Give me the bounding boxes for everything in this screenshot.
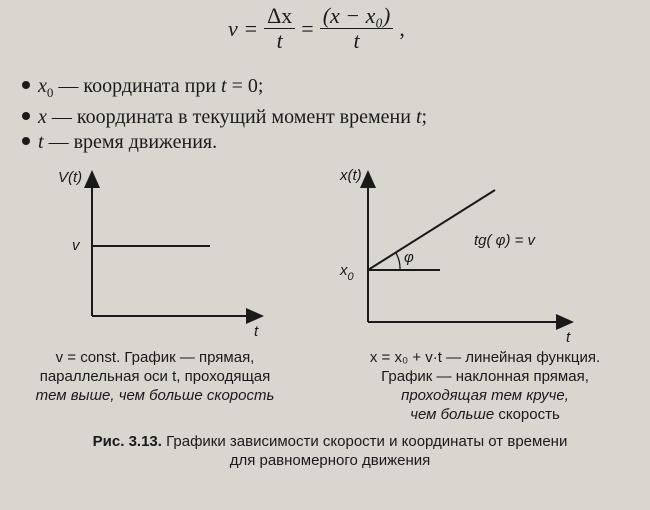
coordinate-graph-caption	[340, 348, 630, 424]
caption-rest-part: скорость	[494, 406, 560, 423]
formula-frac1-denominator: t	[276, 28, 283, 53]
velocity-x-label: t	[254, 323, 259, 340]
formula-tail: ,	[399, 15, 405, 41]
definition-body: — координата при	[53, 75, 222, 97]
caption-line: параллельная оси t, проходящая	[39, 368, 271, 385]
caption-line: x = x₀ + v·t — линейная функция.	[369, 349, 601, 366]
coordinate-x-label: t	[566, 329, 571, 346]
figure-label: Рис. 3.13.	[92, 433, 162, 450]
formula-equals: =	[301, 15, 314, 41]
caption-line: v = const. График — прямая,	[55, 349, 255, 366]
definition-symbol: x	[38, 75, 47, 97]
definition-var: t	[221, 75, 227, 97]
definition-tail: ;	[421, 106, 428, 128]
caption-italic-part: чем больше	[410, 406, 495, 423]
figure-caption	[40, 432, 620, 470]
caption-line: тем выше, чем больше скорость	[35, 387, 275, 404]
formula-frac1-numerator: Δx	[264, 4, 295, 29]
figure-caption-line	[40, 432, 620, 451]
angle-arc	[396, 253, 400, 270]
velocity-level-label: v	[72, 237, 80, 254]
definition-body: — время движения.	[43, 131, 218, 153]
formula-frac2-denominator: t	[353, 28, 360, 53]
definition-subscript: 0	[46, 85, 54, 100]
velocity-y-label: V(t)	[58, 169, 83, 186]
figure-text: Графики зависимости скорости и координаты от времени	[161, 433, 568, 450]
caption-line: проходящая тем круче,	[401, 387, 569, 404]
x0-symbol: x	[340, 262, 348, 279]
formula-frac2-numerator: (x − x₀)	[320, 4, 394, 29]
figure-caption-line: для равномерного движения	[229, 452, 431, 469]
slope-label: tg( φ) = v	[474, 232, 536, 249]
caption-line	[340, 405, 630, 424]
formula-lhs: v =	[228, 15, 259, 41]
definition-var: t	[415, 106, 422, 128]
x0-subscript: 0	[347, 271, 354, 283]
coordinate-graph	[339, 167, 572, 346]
definition-symbol: t	[38, 131, 44, 153]
coordinate-line	[368, 190, 495, 270]
coordinate-y-label: x(t)	[340, 167, 362, 184]
definition-symbol: x	[38, 106, 47, 128]
definition-body: — координата в текущий момент времени	[46, 106, 416, 128]
angle-label: φ	[404, 249, 414, 266]
velocity-graph-caption	[10, 348, 300, 405]
coordinate-x0-label	[339, 262, 355, 283]
definition-tail: = 0;	[226, 75, 264, 97]
caption-line: График — наклонная прямая,	[381, 368, 589, 385]
velocity-graph	[58, 169, 262, 340]
